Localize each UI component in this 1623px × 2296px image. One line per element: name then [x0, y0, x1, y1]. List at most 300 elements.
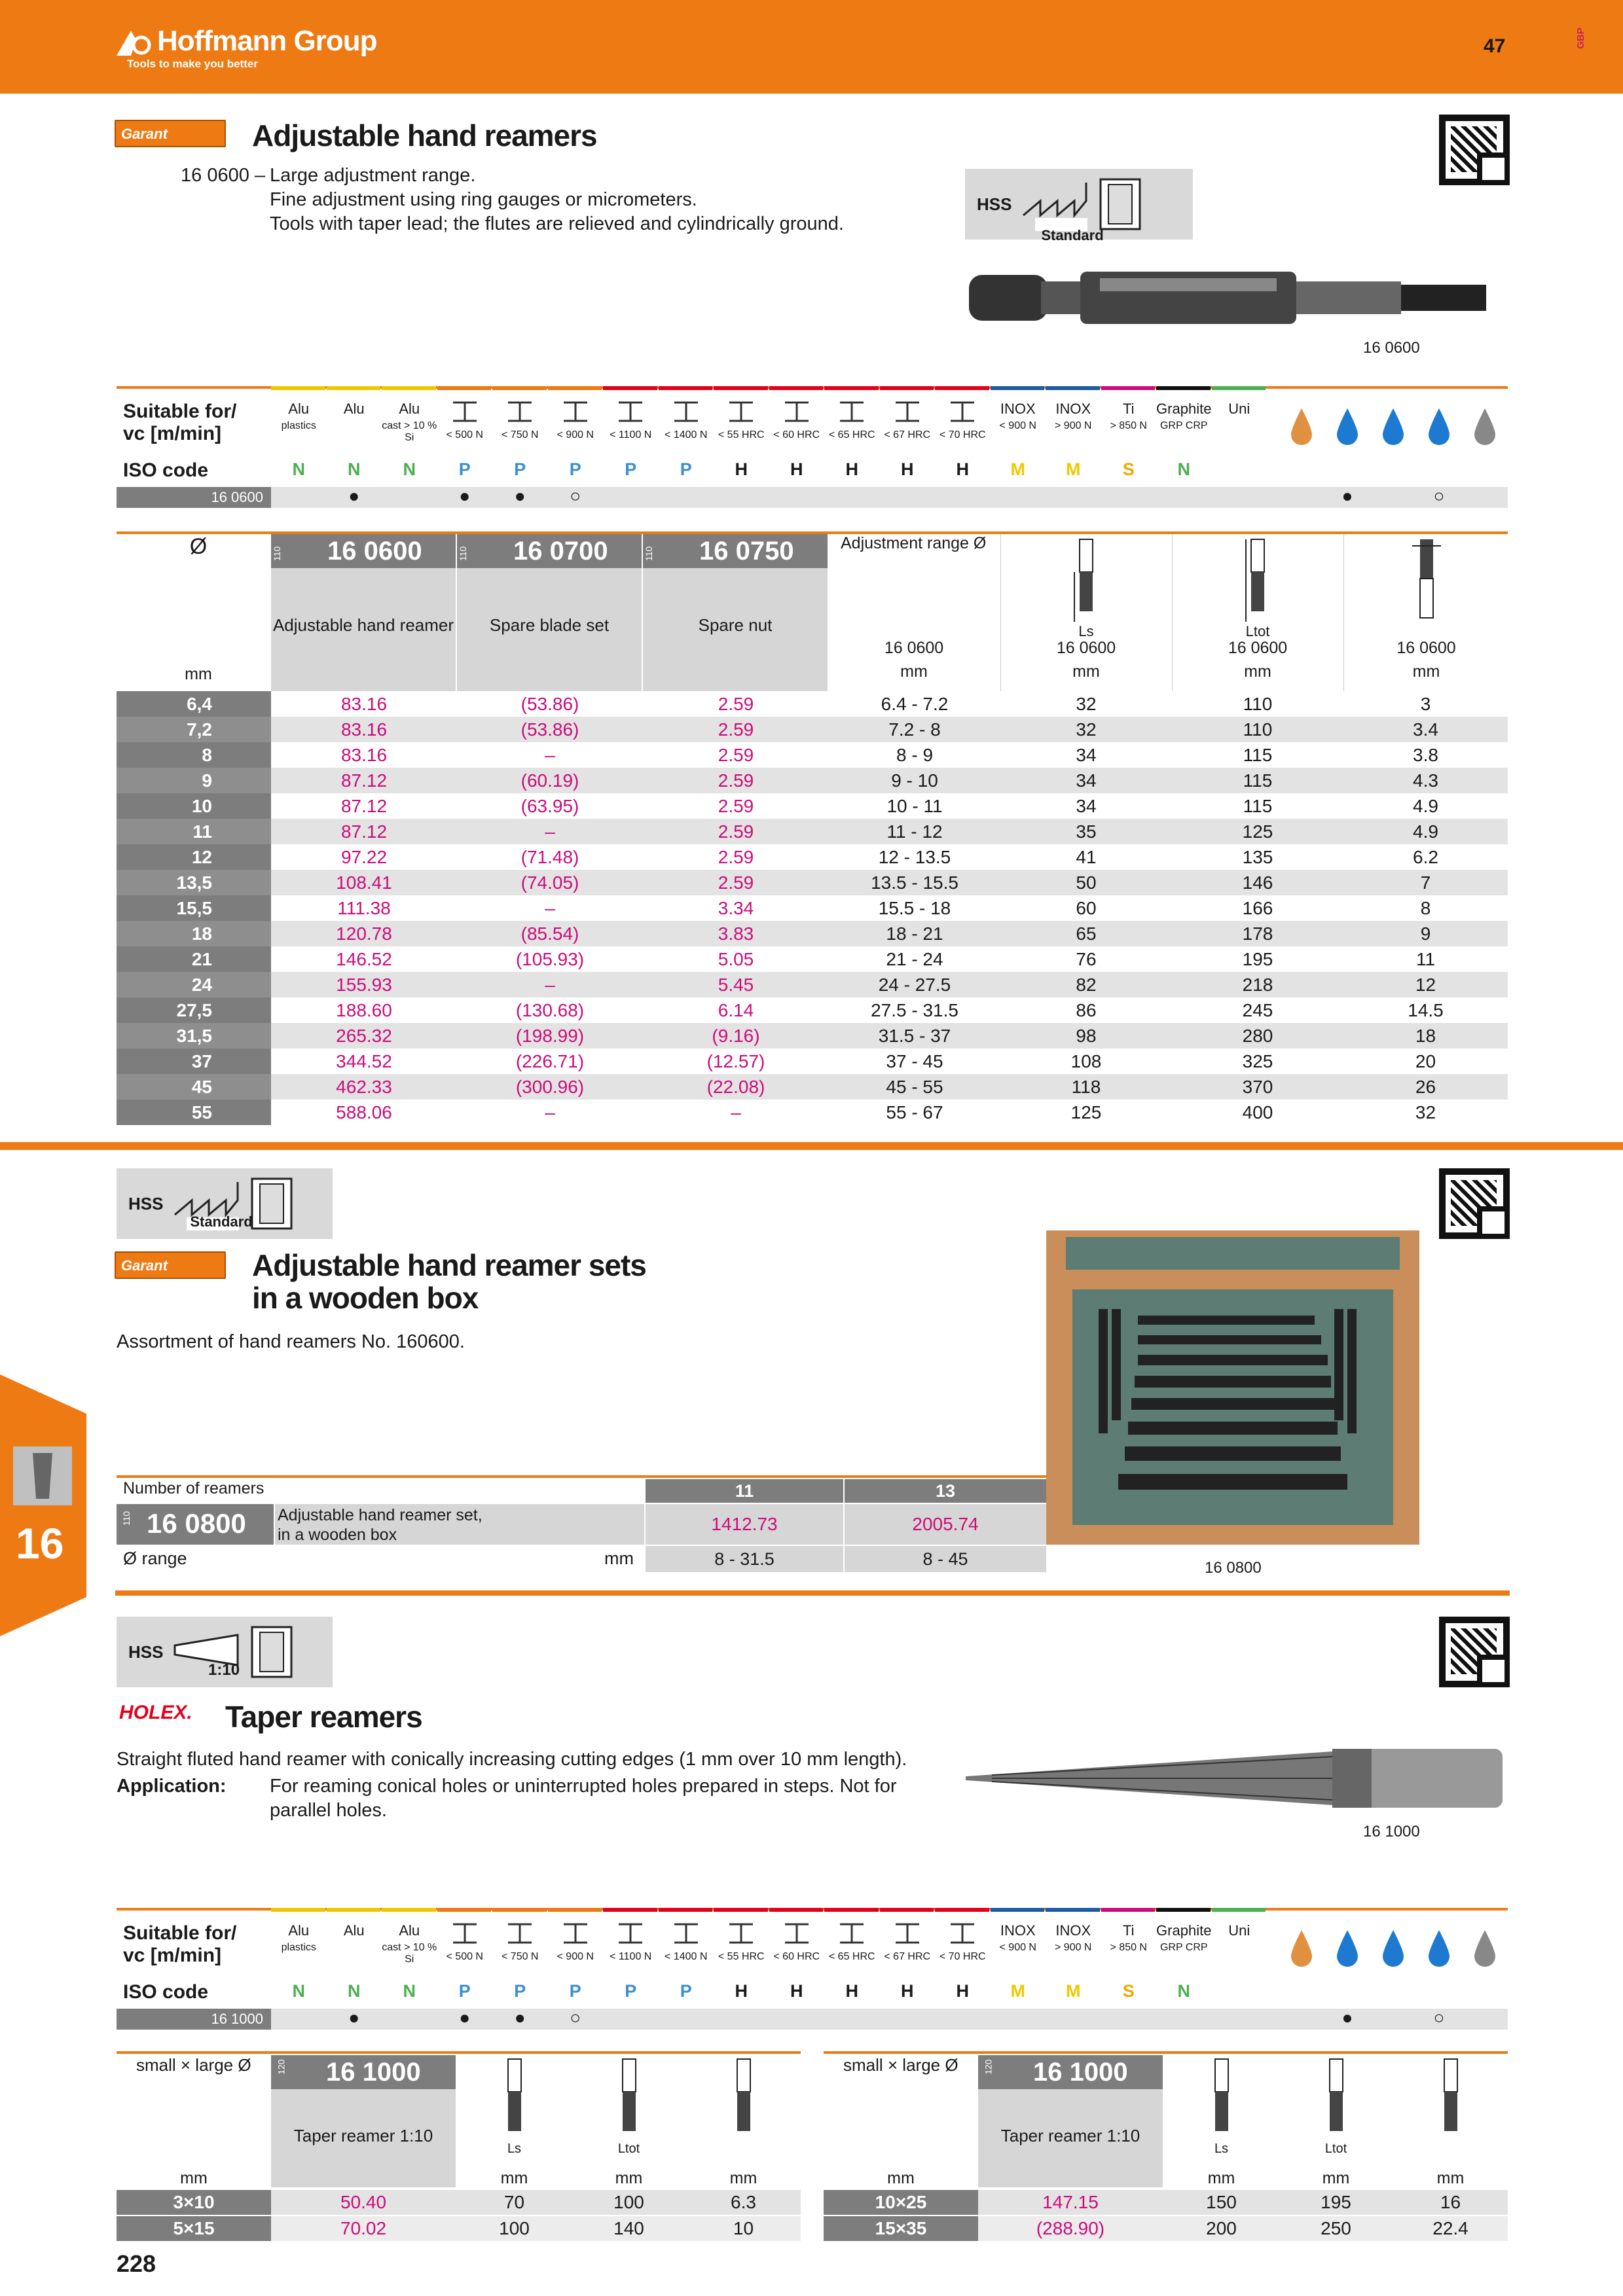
- material-color-bar: [769, 1908, 824, 1912]
- iso-label: ISO code: [123, 1981, 209, 2003]
- dimension-cell: 65: [1000, 921, 1172, 946]
- size-cell: 11: [117, 819, 271, 844]
- dimension-cell: 3.4: [1343, 717, 1508, 742]
- price-cell: 265.32: [271, 1023, 457, 1049]
- table-row: [117, 997, 1508, 1023]
- dimension-cell: 37 - 45: [886, 1050, 943, 1071]
- dimension-cell: 110: [1243, 693, 1273, 714]
- price-11: 1412.73: [646, 1504, 843, 1545]
- section-separator-2: [115, 1590, 1510, 1596]
- section1-title: Adjustable hand reamers: [252, 118, 597, 152]
- dimension-cell: 125: [1172, 819, 1343, 844]
- price-cell: 344.52: [336, 1050, 392, 1071]
- dimension-cell: 370: [1172, 1074, 1343, 1100]
- iso-code: H: [845, 459, 858, 479]
- price-cell: 120.78: [271, 921, 457, 946]
- material-sub: < 65 HRC: [828, 1951, 875, 1962]
- dimension-cell: 60: [1076, 897, 1097, 918]
- material-color-bar: [382, 1908, 436, 1912]
- material-color-bar: [880, 386, 934, 390]
- price-cell: (9.16): [643, 1023, 829, 1049]
- table-row: [117, 691, 1508, 717]
- ls-dimension-icon: [1207, 2058, 1236, 2136]
- ls-dimension-icon: [500, 2058, 529, 2136]
- taper-top-rule: [824, 2051, 1508, 2054]
- dimension-cell: 10 - 11: [886, 795, 943, 816]
- dimension-cell: 7.2 - 8: [829, 717, 1000, 742]
- iso-code: P: [514, 459, 526, 479]
- suitability-mark: ●: [459, 2007, 471, 2028]
- adjustable-reamer-image: [962, 262, 1499, 334]
- price-cell: 155.93: [271, 972, 457, 997]
- dimension-cell: 150: [1206, 2192, 1237, 2212]
- price-cell: 2.59: [643, 870, 829, 895]
- suitability-mark: ○: [570, 486, 581, 506]
- suitability-mark: ●: [514, 2007, 526, 2028]
- steel-beam-icon: [948, 401, 977, 423]
- material-color-bar: [382, 386, 436, 390]
- ls-dimension-icon: [1072, 538, 1101, 623]
- material-sub: < 1400 N: [665, 429, 708, 440]
- qr-code[interactable]: [1439, 115, 1510, 185]
- steel-beam-icon: [672, 401, 701, 423]
- dimension-cell: 3: [1420, 693, 1431, 714]
- oil-mist-icon: [1379, 1928, 1408, 1969]
- dim-label: Ltot: [1324, 2142, 1347, 2156]
- iso-code: H: [790, 1981, 803, 2001]
- price-cell: 147.15: [1042, 2192, 1099, 2212]
- dimension-cell: 146: [1172, 870, 1343, 895]
- dimension-cell: 22.4: [1432, 2218, 1468, 2238]
- price-cell: –: [457, 972, 643, 997]
- dimension-cell: 9 - 10: [829, 768, 1000, 793]
- material-sub: GRP CRP: [1159, 420, 1208, 431]
- dimension-cell: 18 - 21: [829, 921, 1000, 946]
- material-color-bar: [437, 1908, 492, 1912]
- iso-code: M: [1010, 1981, 1025, 2001]
- iso-code: M: [1010, 459, 1025, 479]
- price-13: 2005.74: [845, 1504, 1046, 1545]
- material-name: INOX: [1055, 1922, 1091, 1939]
- size-cell: 15×35: [824, 2216, 978, 2241]
- dim-unit: mm: [729, 2169, 757, 2187]
- price-cell: (198.99): [457, 1023, 643, 1049]
- price-cell: 2.59: [718, 846, 754, 867]
- price-cell: 83.16: [340, 693, 388, 714]
- price-cell: 111.38: [337, 897, 391, 918]
- section3-image-caption: 16 1000: [1363, 1823, 1420, 1840]
- dimension-cell: 11 - 12: [829, 819, 1000, 844]
- iso-code: N: [348, 1981, 361, 2001]
- reamer-table-header: Ø mm 110 16 0600 Adjustable hand reamer 110 16 0700 Spare blade set 110 16 0750 Spare nut Adjustment range Ø 16 0600 mm Ls 16 0600 mm Ltot 16 0600 mm 16 0600 mm: [117, 534, 1508, 694]
- price-cell: (85.54): [457, 921, 643, 946]
- price-cell: (71.48): [520, 846, 579, 867]
- taper-table-right: [824, 2051, 1508, 2238]
- price-cell: 188.60: [336, 999, 392, 1020]
- dimension-cell: 32: [1000, 717, 1172, 742]
- size-cell: 13,5: [117, 870, 271, 895]
- mql-icon: [1470, 406, 1499, 448]
- material-sub: < 1400 N: [665, 1951, 708, 1962]
- standard-label: Standard: [190, 1213, 253, 1230]
- steel-beam-icon: [893, 1922, 922, 1945]
- iso-code: P: [680, 1981, 692, 2001]
- table-row: [117, 895, 1508, 921]
- material-color-bar: [991, 1908, 1045, 1912]
- dimension-cell: 50: [1000, 870, 1172, 895]
- code-16-0750: 16 0750: [699, 537, 794, 565]
- iso-code: H: [735, 459, 748, 479]
- iso-code: P: [458, 1981, 471, 2001]
- diameter-symbol: Ø: [189, 534, 208, 559]
- material-sub: > 900 N: [1055, 1942, 1092, 1953]
- section1-code: 16 0600 –: [181, 165, 266, 186]
- iso-code: S: [1122, 459, 1135, 479]
- price-cell: –: [545, 897, 555, 918]
- page-number: 47: [1484, 35, 1506, 57]
- dimension-cell: 32: [1076, 693, 1097, 714]
- table-row: [117, 1100, 1508, 1125]
- iso-code: P: [680, 459, 692, 479]
- wooden-box-image: [1046, 1230, 1419, 1545]
- material-sub: < 500 N: [446, 429, 483, 440]
- code-16-0700: 16 0700: [513, 537, 608, 565]
- suitability-mark: ●: [348, 2007, 360, 2028]
- price-cell: 2.59: [718, 693, 754, 714]
- material-color-bar: [659, 386, 713, 390]
- material-color-bar: [991, 386, 1045, 390]
- material-name: Alu: [343, 401, 365, 417]
- iso-code: N: [403, 459, 416, 479]
- size-cell: 21: [117, 946, 271, 972]
- material-color-bar: [437, 386, 492, 390]
- price-cell: 70.02: [340, 2218, 387, 2238]
- material-name: INOX: [1000, 1922, 1036, 1939]
- material-sub: < 750 N: [501, 1951, 539, 1962]
- size-cell: 37: [117, 1049, 271, 1074]
- material-color-bar: [492, 1908, 547, 1912]
- standard-label: Standard: [1041, 227, 1104, 243]
- dimension-cell: 55 - 67: [886, 1102, 943, 1122]
- hss-label: HSS: [128, 1641, 164, 1662]
- material-sub: < 1100 N: [610, 429, 652, 440]
- material-name: INOX: [1055, 401, 1091, 417]
- material-sub: < 900 N: [556, 1951, 594, 1962]
- taper-desc: Taper reamer 1:10: [1000, 2126, 1140, 2145]
- dimension-cell: 76: [1076, 948, 1097, 969]
- dimension-cell: 100: [613, 2192, 644, 2212]
- holex-logo: HOLEX.: [119, 1702, 192, 1723]
- material-sub: cast > 10 % Si: [382, 1942, 437, 1965]
- material-color-bar: [935, 386, 989, 390]
- price-cell: –: [457, 819, 643, 844]
- dimension-cell: 200: [1206, 2218, 1237, 2238]
- size-cell: 9: [117, 768, 271, 793]
- dimension-cell: 11: [1415, 948, 1436, 969]
- iso-code: H: [956, 459, 969, 479]
- material-color-bar: [769, 386, 824, 390]
- dimension-cell: 280: [1172, 1023, 1343, 1049]
- price-cell: 50.40: [340, 2192, 387, 2212]
- steel-beam-icon: [561, 401, 590, 423]
- dimension-cell: 27.5 - 31.5: [871, 999, 958, 1020]
- dim-unit: mm: [1322, 2169, 1350, 2187]
- cylindrical-hole-icon: [1099, 178, 1141, 230]
- iso-code: P: [458, 459, 471, 479]
- cooling-mark: ○: [1433, 2007, 1445, 2028]
- taper-reamer-image: [966, 1742, 1509, 1814]
- code-16-0800: 16 0800: [147, 1508, 246, 1539]
- dimension-cell: 70: [503, 2192, 525, 2212]
- price-cell: 108.41: [271, 870, 457, 895]
- hoffmann-mark-icon: [117, 28, 153, 56]
- material-color-bar: [1046, 386, 1100, 390]
- steel-beam-icon: [561, 1922, 590, 1945]
- material-color-bar: [714, 1908, 768, 1912]
- material-name: Alu: [288, 1922, 310, 1939]
- unit-mm: mm: [185, 665, 212, 683]
- steel-beam-icon: [672, 1922, 701, 1945]
- iso-code: H: [845, 1981, 858, 2001]
- material-name: Graphite: [1156, 401, 1212, 417]
- iso-code: S: [1122, 1981, 1135, 2001]
- iso-code: P: [514, 1981, 526, 2001]
- table-row: [117, 793, 1508, 819]
- material-color-bar: [548, 386, 602, 390]
- material-color-bar: [603, 1908, 657, 1912]
- dim-unit: mm: [1207, 2169, 1235, 2187]
- price-cell: (60.19): [457, 768, 643, 793]
- material-name: Alu: [343, 1922, 365, 1939]
- dimension-cell: 115: [1172, 768, 1343, 793]
- material-sub: < 60 HRC: [773, 429, 820, 440]
- steel-beam-icon: [948, 1922, 977, 1945]
- no-coolant-icon: [1425, 406, 1453, 448]
- square-dimension-icon: [729, 2058, 758, 2136]
- reamer-price-table: [117, 691, 1508, 1125]
- dimension-cell: 34: [1076, 744, 1097, 765]
- steel-beam-icon: [893, 401, 922, 423]
- steel-beam-icon: [505, 1922, 534, 1945]
- dim-unit: mm: [1436, 2169, 1465, 2187]
- dry-icon: [1287, 1928, 1316, 1969]
- ltot-dimension-icon: [615, 2058, 644, 2136]
- ltot-dimension-icon: [1322, 2058, 1351, 2136]
- dimension-cell: 35: [1000, 819, 1172, 844]
- iso-code: N: [292, 459, 305, 479]
- dim-label: Ltot: [617, 2142, 640, 2156]
- suit-row-bg: [117, 2009, 1508, 2030]
- material-sub: < 70 HRC: [939, 1951, 986, 1962]
- material-sub: GRP CRP: [1159, 1942, 1208, 1953]
- dim-label: Ls: [507, 2142, 522, 2156]
- dimension-cell: 325: [1242, 1050, 1273, 1071]
- material-color-bar: [603, 386, 657, 390]
- suitable-label: Suitable for/: [123, 401, 237, 422]
- taper-head-label: small × large Ø: [136, 2055, 251, 2075]
- size-cell: 3×10: [117, 2190, 271, 2215]
- size-cell: 10×25: [824, 2190, 978, 2215]
- price-cell: –: [545, 744, 555, 765]
- suitability-mark: ●: [459, 486, 471, 506]
- taper-head-label: small × large Ø: [843, 2055, 958, 2075]
- suit-row-bg: [117, 487, 1508, 508]
- material-sub: > 900 N: [1055, 420, 1092, 431]
- table-row: [117, 870, 1508, 895]
- dimension-cell: 34: [1000, 768, 1172, 793]
- square-dimension-icon: [1412, 538, 1441, 623]
- material-sub: cast > 10 % Si: [382, 420, 437, 443]
- price-cell: (53.86): [520, 693, 579, 714]
- code-16-0600: 16 0600: [327, 537, 422, 565]
- price-cell: (300.96): [457, 1074, 643, 1100]
- iso-code: N: [403, 1981, 416, 2001]
- dimension-cell: 7: [1343, 870, 1508, 895]
- dimension-cell: 13.5 - 15.5: [829, 870, 1000, 895]
- dimension-cell: 16: [1440, 2192, 1461, 2212]
- oil-mist-icon: [1379, 406, 1408, 448]
- iso-code: P: [569, 1981, 581, 2001]
- table-row: [117, 819, 1508, 844]
- dimension-cell: 9: [1343, 921, 1508, 946]
- square-dimension-icon: [1436, 2058, 1465, 2136]
- emulsion-icon: [1333, 406, 1362, 448]
- qr-code[interactable]: [1439, 1168, 1510, 1239]
- size-cell: 24: [117, 972, 271, 997]
- suit-row-label: 16 0600: [117, 487, 271, 508]
- price-cell: 146.52: [336, 948, 392, 969]
- price-cell: 83.16: [271, 717, 457, 742]
- material-sub: < 900 N: [999, 420, 1036, 431]
- code-16-1000: 16 1000: [326, 2058, 421, 2087]
- table-row: [117, 1023, 1508, 1049]
- price-cell: (63.95): [520, 795, 579, 816]
- cylindrical-hole-icon: [251, 1177, 293, 1230]
- chapter-tab: [0, 1374, 86, 1636]
- table-row: [117, 1049, 1508, 1074]
- material-sub: plastics: [281, 420, 316, 431]
- material-color-bar: [1046, 1908, 1100, 1912]
- dimension-cell: 12 - 13.5: [878, 846, 951, 867]
- iso-code: N: [1177, 459, 1190, 479]
- vc-label: vc [m/min]: [123, 423, 222, 444]
- iso-code: N: [292, 1981, 305, 2001]
- dimension-cell: 6.2: [1413, 846, 1438, 867]
- material-color-bar: [271, 386, 325, 390]
- dimension-cell: 98: [1000, 1023, 1172, 1049]
- material-name: Alu: [288, 401, 310, 417]
- material-color-bar: [492, 386, 547, 390]
- table-row: [117, 844, 1508, 870]
- section2-title: Adjustable hand reamer sets in a wooden box: [252, 1248, 646, 1315]
- steel-beam-icon: [450, 1922, 479, 1945]
- section3-desc: Straight fluted hand reamer with conically increasing cutting edges (1 mm over 10 mm length).: [117, 1749, 907, 1770]
- col-16-0700: 110 16 0700 Spare blade set: [457, 534, 642, 691]
- dimension-cell: 26: [1343, 1074, 1508, 1100]
- dimension-cell: 3.8: [1413, 744, 1438, 765]
- dimension-cell: 245: [1242, 999, 1273, 1020]
- material-color-bar: [824, 1908, 879, 1912]
- iso-code: P: [569, 459, 581, 479]
- dimension-cell: 6.4 - 7.2: [881, 693, 949, 714]
- code-prefix: 120: [276, 2059, 287, 2075]
- table-row: [117, 921, 1508, 946]
- col-d: 16 0600 mm: [1343, 534, 1508, 691]
- dimension-cell: 4.9: [1343, 819, 1508, 844]
- dimension-cell: 10: [733, 2218, 754, 2238]
- material-color-bar: [1212, 1908, 1266, 1912]
- material-sub: < 67 HRC: [884, 1951, 931, 1962]
- price-cell: 2.59: [643, 768, 829, 793]
- col-16-0750: 110 16 0750 Spare nut: [643, 534, 828, 691]
- suitability-table-2: [117, 1908, 1508, 2032]
- application-label: Application:: [117, 1776, 227, 1797]
- iso-code: H: [901, 459, 914, 479]
- material-color-bar: [1212, 386, 1266, 390]
- dimension-cell: 41: [1076, 846, 1097, 867]
- material-color-bar: [880, 1908, 934, 1912]
- dimension-cell: 6.3: [731, 2192, 756, 2212]
- material-color-bar: [1101, 1908, 1156, 1912]
- steel-beam-icon: [727, 1922, 756, 1945]
- price-cell: 87.12: [340, 795, 388, 816]
- iso-code: H: [901, 1981, 914, 2001]
- size-cell: 31,5: [117, 1023, 271, 1049]
- dimension-cell: 250: [1321, 2218, 1351, 2238]
- material-sub: < 750 N: [501, 429, 539, 440]
- price-cell: 83.16: [340, 744, 388, 765]
- taper-top-rule: [117, 2051, 801, 2054]
- dimension-cell: 110: [1172, 717, 1343, 742]
- price-cell: (53.86): [457, 717, 643, 742]
- col-16-0600: 110 16 0600 Adjustable hand reamer: [271, 534, 456, 691]
- dimension-cell: 4.3: [1343, 768, 1508, 793]
- price-cell: 87.12: [271, 768, 457, 793]
- table-row: [117, 742, 1508, 768]
- col-ltot: Ltot 16 0600 mm: [1172, 534, 1342, 691]
- suitable-label: Suitable for/: [123, 1922, 237, 1944]
- dry-icon: [1287, 406, 1316, 448]
- hss-label: HSS: [128, 1193, 164, 1213]
- dimension-cell: 115: [1243, 795, 1273, 816]
- dimension-cell: 195: [1321, 2192, 1351, 2212]
- mql-icon: [1470, 1928, 1499, 1969]
- material-sub: < 500 N: [446, 1951, 483, 1962]
- col-ls: Ls 16 0600 mm: [1000, 534, 1171, 691]
- material-color-bar: [1156, 1908, 1211, 1912]
- qr-code[interactable]: [1439, 1617, 1510, 1687]
- ltot-dimension-icon: [1243, 538, 1272, 623]
- price-cell: 588.06: [336, 1102, 392, 1122]
- section-separator: [0, 1142, 1623, 1150]
- table-row: [117, 768, 1508, 793]
- size-cell: 5×15: [117, 2216, 271, 2241]
- no-coolant-icon: [1425, 1928, 1453, 1969]
- hss-label: HSS: [977, 194, 1012, 214]
- price-cell: (12.57): [706, 1050, 765, 1071]
- iso-code: P: [625, 1981, 637, 2001]
- price-cell: 6.14: [718, 999, 754, 1020]
- material-name: INOX: [1000, 401, 1036, 417]
- material-sub: < 900 N: [999, 1942, 1036, 1953]
- steel-beam-icon: [616, 401, 645, 423]
- size-cell: 55: [117, 1100, 271, 1125]
- dimension-cell: 195: [1242, 948, 1273, 969]
- price-cell: (22.08): [643, 1074, 829, 1100]
- dimension-cell: 34: [1076, 795, 1097, 816]
- price-cell: (288.90): [1036, 2218, 1105, 2238]
- dimension-cell: 135: [1242, 846, 1273, 867]
